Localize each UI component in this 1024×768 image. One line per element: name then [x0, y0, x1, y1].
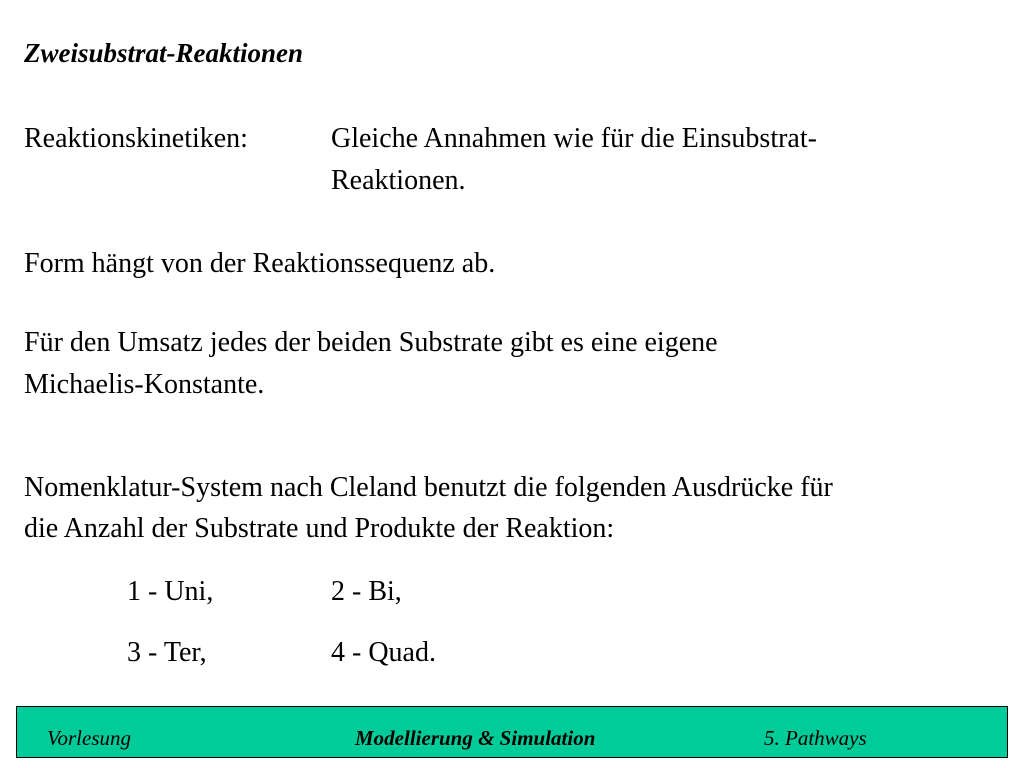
term-ter: 3 - Ter,: [127, 637, 207, 668]
footer-chapter-label: 5. Pathways: [764, 726, 867, 750]
form-text: Form hängt von der Reaktionssequenz ab.: [24, 248, 496, 279]
kinetics-label: Reaktionskinetiken:: [24, 123, 248, 154]
term-bi: 2 - Bi,: [331, 576, 402, 607]
slide-title: Zweisubstrat-Reaktionen: [24, 38, 304, 68]
kinetics-text-line-2: Reaktionen.: [331, 165, 466, 196]
michaelis-text-line-2: Michaelis-Konstante.: [24, 369, 265, 400]
term-quad: 4 - Quad.: [331, 637, 436, 668]
footer-bar: [16, 706, 1008, 758]
nomenclature-text-line-1: Nomenklatur-System nach Cleland benutzt die folgenden Ausdrücke für: [24, 472, 833, 503]
kinetics-text-line-1: Gleiche Annahmen wie für die Einsubstrat-: [331, 123, 817, 154]
footer-lecture-label: Vorlesung: [47, 726, 131, 750]
term-uni: 1 - Uni,: [127, 576, 214, 607]
michaelis-text-line-1: Für den Umsatz jedes der beiden Substrate gibt es eine eigene: [24, 327, 718, 358]
nomenclature-text-line-2: die Anzahl der Substrate und Produkte der Reaktion:: [24, 513, 615, 544]
footer-course-title: Modellierung & Simulation: [355, 726, 596, 750]
